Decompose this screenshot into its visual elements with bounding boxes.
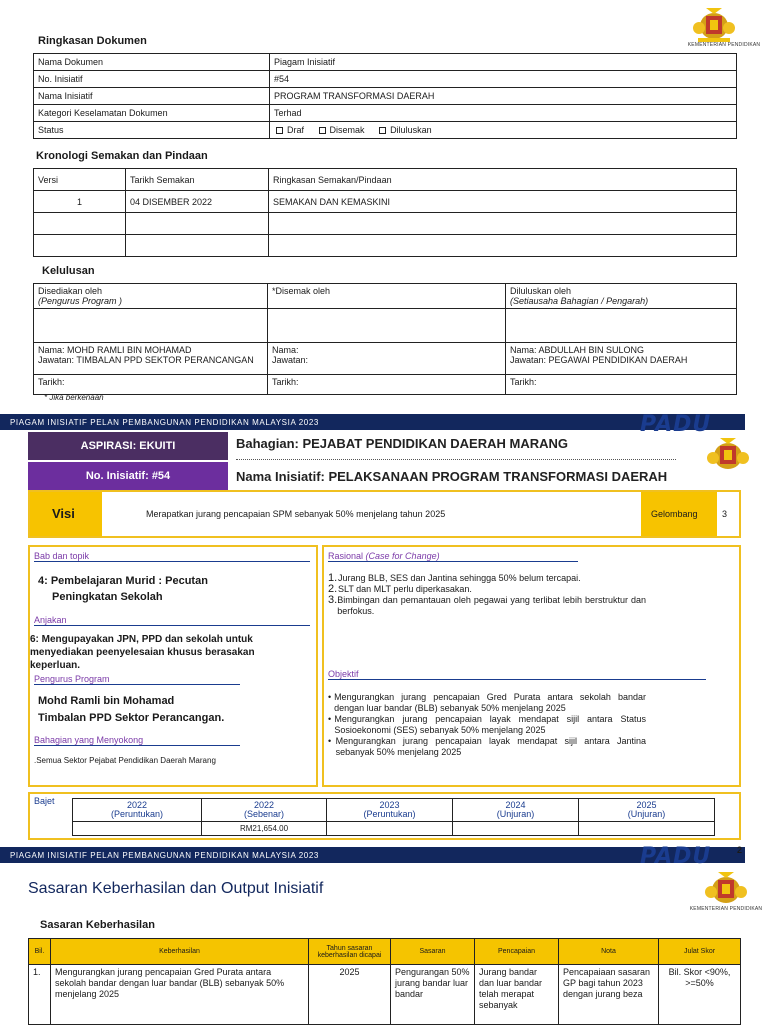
status-draf-label: Draf: [287, 125, 305, 135]
bajet-value: [453, 822, 579, 836]
targets-table: [28, 938, 741, 1025]
list-item: • Mengurangkan jurang pencapaian Gred Purata antara sekolah bandar dengan luar bandar (BLB) sebanyak 50% menjelang 2025: [328, 692, 646, 713]
table-row: [34, 71, 737, 88]
approval-col3-details: [506, 343, 737, 375]
table-row: [34, 309, 737, 343]
gelombang-value: 3: [722, 509, 728, 519]
prepared-by-role: (Pengurus Program ): [38, 296, 123, 306]
gelombang-label: Gelombang: [641, 492, 717, 536]
table-row: [29, 939, 741, 965]
banner-page2: PIAGAM INISIATIF PELAN PEMBANGUNAN PENDIDIKAN MALAYSIA 2023: [0, 847, 745, 863]
target-pencapaian: Jurang bandar dan luar bandar telah merapat sebanyak: [475, 965, 559, 1025]
summary-label: Nama Dokumen: [34, 54, 270, 71]
bab-label: Bab dan topik: [34, 551, 310, 562]
bajet-col: [453, 799, 579, 822]
targets-subtitle: Sasaran Keberhasilan: [40, 919, 155, 931]
target-bil: 1.: [29, 965, 51, 1025]
summary-value: #54: [270, 71, 737, 88]
bajet-value: [579, 822, 715, 836]
status-diluluskan-checkbox[interactable]: [379, 127, 386, 134]
target-julat: Bil. Skor <90%, >=50%: [659, 965, 741, 1025]
approval-col1-head: [34, 284, 268, 309]
chronology-table: [33, 168, 737, 257]
padu-logo-2: PADU: [640, 844, 712, 869]
bajet-year: 2025: [636, 800, 657, 810]
summary-label: No. Inisiatif: [34, 71, 270, 88]
prepared-by-post: Jawatan: TIMBALAN PPD SEKTOR PERANCANGAN: [38, 355, 254, 365]
nama-inisiatif-header: Nama Inisiatif: PELAKSANAAN PROGRAM TRANSFORMASI DAERAH: [236, 469, 668, 484]
table-row: [34, 343, 737, 375]
summary-title: Ringkasan Dokumen: [38, 35, 147, 47]
approved-by-post: Jawatan: PEGAWAI PENDIDIKAN DAERAH: [510, 355, 688, 365]
status-disemak-label: Disemak: [329, 125, 365, 135]
inisiatif-badge: No. Inisiatif: #54: [28, 462, 228, 490]
crest-icon: [702, 434, 754, 474]
summary-value: Terhad: [270, 105, 737, 122]
approved-by-label: Diluluskan oleh: [510, 286, 572, 296]
status-disemak-checkbox[interactable]: [319, 127, 326, 134]
rasional-header: [328, 551, 578, 562]
prepared-date: Tarikh:: [34, 375, 268, 395]
visi-label: Visi: [30, 492, 102, 536]
objektif-list: [328, 692, 646, 758]
bajet-year: 2022: [253, 800, 275, 810]
bajet-table: [72, 798, 715, 836]
bajet-label: Bajet: [34, 796, 55, 806]
rasional-item: Bimbingan dan pemantauan oleh pegawai yang terlibat lebih berstruktur dan berfokus.: [337, 595, 646, 616]
table-row: [34, 213, 737, 235]
crest-icon: [688, 4, 740, 44]
prepared-by-name: Nama: MOHD RAMLI BIN MOHAMAD: [38, 345, 192, 355]
table-row: [34, 191, 737, 213]
chronology-tarikh: 04 DISEMBER 2022: [126, 191, 269, 213]
pengurus-post: Timbalan PPD Sektor Perancangan.: [38, 712, 225, 724]
chronology-header: Ringkasan Semakan/Pindaan: [269, 169, 737, 191]
bajet-col: [327, 799, 453, 822]
table-row: [34, 105, 737, 122]
approval-title: Kelulusan: [42, 265, 95, 277]
prepared-by-label: Disediakan oleh: [38, 286, 103, 296]
bajet-type: (Peruntukan): [363, 809, 416, 819]
reviewed-by-post: Jawatan:: [272, 355, 309, 365]
list-item: • Mengurangkan jurang pencapaian layak mendapat sijil antara Jantina sebanyak 50% menjelang 2025: [328, 736, 646, 757]
ministry-caption-2: KEMENTERIAN PENDIDIKAN: [689, 906, 763, 912]
approval-note: * Jika berkenaan: [44, 393, 104, 402]
table-row: [73, 822, 715, 836]
summary-value: Piagam Inisiatif: [270, 54, 737, 71]
target-nota: Pencapaiaan sasaran GP bagi tahun 2023 dengan jurang beza: [559, 965, 659, 1025]
summary-label: Nama Inisiatif: [34, 88, 270, 105]
anjakan-label: Anjakan: [34, 615, 310, 626]
list-item: 3. Bimbingan dan pemantauan oleh pegawai yang terlibat lebih berstruktur dan berfokus.: [328, 594, 646, 616]
targets-header: Nota: [559, 939, 659, 965]
targets-title: Sasaran Keberhasilan dan Output Inisiatif: [28, 880, 324, 897]
rasional-list: [328, 573, 646, 617]
rasional-item: SLT dan MLT perlu diperkasakan.: [338, 584, 472, 594]
targets-header: Pencapaian: [475, 939, 559, 965]
table-row: [34, 54, 737, 71]
status-diluluskan-label: Diluluskan: [390, 125, 432, 135]
bajet-value: RM21,654.00: [202, 822, 327, 836]
approved-by-role: (Setiausaha Bahagian / Pengarah): [510, 296, 649, 306]
bajet-box: [28, 792, 741, 840]
rasional-sub: (Case for Change): [365, 551, 440, 561]
padu-logo: PADU: [640, 412, 712, 437]
table-row: [73, 799, 715, 822]
approval-col1-details: [34, 343, 268, 375]
reviewed-by-label: *Disemak oleh: [272, 286, 331, 296]
status-options: [270, 122, 737, 139]
rasional-label: Rasional: [328, 551, 364, 561]
chronology-header: Tarikh Semakan: [126, 169, 269, 191]
approved-date: Tarikh:: [506, 375, 737, 395]
targets-header: Sasaran: [391, 939, 475, 965]
objektif-label: Objektif: [328, 669, 706, 680]
target-sasaran: Pengurangan 50% jurang bandar luar bandar: [391, 965, 475, 1025]
bajet-year: 2023: [379, 800, 400, 810]
sokong-text: .Semua Sektor Pejabat Pendidikan Daerah Marang: [34, 756, 216, 765]
summary-label: Kategori Keselamatan Dokumen: [34, 105, 270, 122]
bajet-type: (Unjuran): [627, 809, 666, 819]
approval-col2-details: [268, 343, 506, 375]
bajet-col: [579, 799, 715, 822]
reviewed-by-name: Nama:: [272, 345, 299, 355]
list-item: 2. SLT dan MLT perlu diperkasakan.: [328, 583, 472, 595]
approval-table: [33, 283, 737, 395]
chronology-title: Kronologi Semakan dan Pindaan: [36, 150, 208, 162]
aspirasi-badge: ASPIRASI: EKUITI: [28, 432, 228, 460]
bajet-year: 2022: [126, 800, 148, 810]
list-item: 1. Jurang BLB, SES dan Jantina sehingga 50% belum tercapai.: [328, 572, 581, 584]
table-row: [34, 169, 737, 191]
bajet-value: [73, 822, 202, 836]
target-keberhasilan: Mengurangkan jurang pencapaian Gred Purata antara sekolah bandar dengan luar bandar (BLB) sebanyak 50% menjelang 2025: [51, 965, 309, 1025]
table-row: [34, 88, 737, 105]
objektif-item: Mengurangkan jurang pencapaian layak mendapat sijil antara Status Sosioekonomi (SES) sebanyak 50% menjelang 2025: [334, 714, 646, 735]
banner-page1: PIAGAM INISIATIF PELAN PEMBANGUNAN PENDIDIKAN MALAYSIA 2023: [0, 414, 745, 430]
crest-icon: [700, 868, 752, 908]
objektif-item: Mengurangkan jurang pencapaian layak mendapat sijil antara Jantina sebanyak 50% menjelang 2025: [335, 736, 646, 757]
bajet-value: [327, 822, 453, 836]
visi-text: Merapatkan jurang pencapaian SPM sebanyak 50% menjelang tahun 2025: [146, 509, 446, 519]
reviewed-date: Tarikh:: [268, 375, 506, 395]
targets-header: Bil.: [29, 939, 51, 965]
bajet-col: [73, 799, 202, 822]
targets-header: Tahun sasaran keberhasilan dicapai: [309, 939, 391, 965]
table-row: [34, 284, 737, 309]
left-panel: [28, 545, 318, 787]
bab-text: 4: Pembelajaran Murid : Pecutan Peningkatan Sekolah: [38, 575, 208, 603]
summary-table: [33, 53, 737, 139]
table-row: [34, 122, 737, 139]
bahagian-header: Bahagian: PEJABAT PENDIDIKAN DAERAH MARANG: [236, 436, 676, 460]
target-tahun: 2025: [309, 965, 391, 1025]
approval-col2-head: [268, 284, 506, 309]
anjakan-text: 6: Mengupayakan JPN, PPD dan sekolah untuk menyediakan peenyelesaian khusus berasakan keperluan.: [30, 634, 255, 671]
pengurus-name: Mohd Ramli bin Mohamad: [38, 695, 175, 707]
pengurus-label: Pengurus Program: [34, 674, 240, 685]
targets-header: Keberhasilan: [51, 939, 309, 965]
table-row: [29, 965, 741, 1025]
chronology-ringkasan: SEMAKAN DAN KEMASKINI: [269, 191, 737, 213]
status-draf-checkbox[interactable]: [276, 127, 283, 134]
summary-value: PROGRAM TRANSFORMASI DAERAH: [270, 88, 737, 105]
crest-2: [702, 434, 754, 479]
table-row: [34, 235, 737, 257]
approved-by-name: Nama: ABDULLAH BIN SULONG: [510, 345, 645, 355]
status-label: Status: [34, 122, 270, 139]
page-number: 2: [737, 845, 743, 855]
sokong-label: Bahagian yang Menyokong: [34, 735, 240, 746]
targets-header: Julat Skor: [659, 939, 741, 965]
table-row: [34, 375, 737, 395]
rasional-item: Jurang BLB, SES dan Jantina sehingga 50% belum tercapai.: [338, 573, 581, 583]
bajet-type: (Sebenar): [243, 809, 285, 819]
visi-box: [28, 490, 741, 538]
right-panel: [322, 545, 741, 787]
chronology-header: Versi: [34, 169, 126, 191]
approval-col3-head: [506, 284, 737, 309]
objektif-item: Mengurangkan jurang pencapaian Gred Purata antara sekolah bandar dengan luar bandar (BLB) sebanyak 50% menjelang 2025: [334, 692, 646, 713]
list-item: • Mengurangkan jurang pencapaian layak mendapat sijil antara Status Sosioekonomi (SES) sebanyak 50% menjelang 2025: [328, 714, 646, 735]
bajet-type: (Unjuran): [496, 809, 535, 819]
bajet-type: (Peruntukan): [110, 809, 164, 819]
ministry-caption: KEMENTERIAN PENDIDIKAN: [687, 42, 761, 48]
chronology-versi: 1: [34, 191, 126, 213]
bajet-year: 2024: [505, 800, 526, 810]
bajet-col: [202, 799, 327, 822]
